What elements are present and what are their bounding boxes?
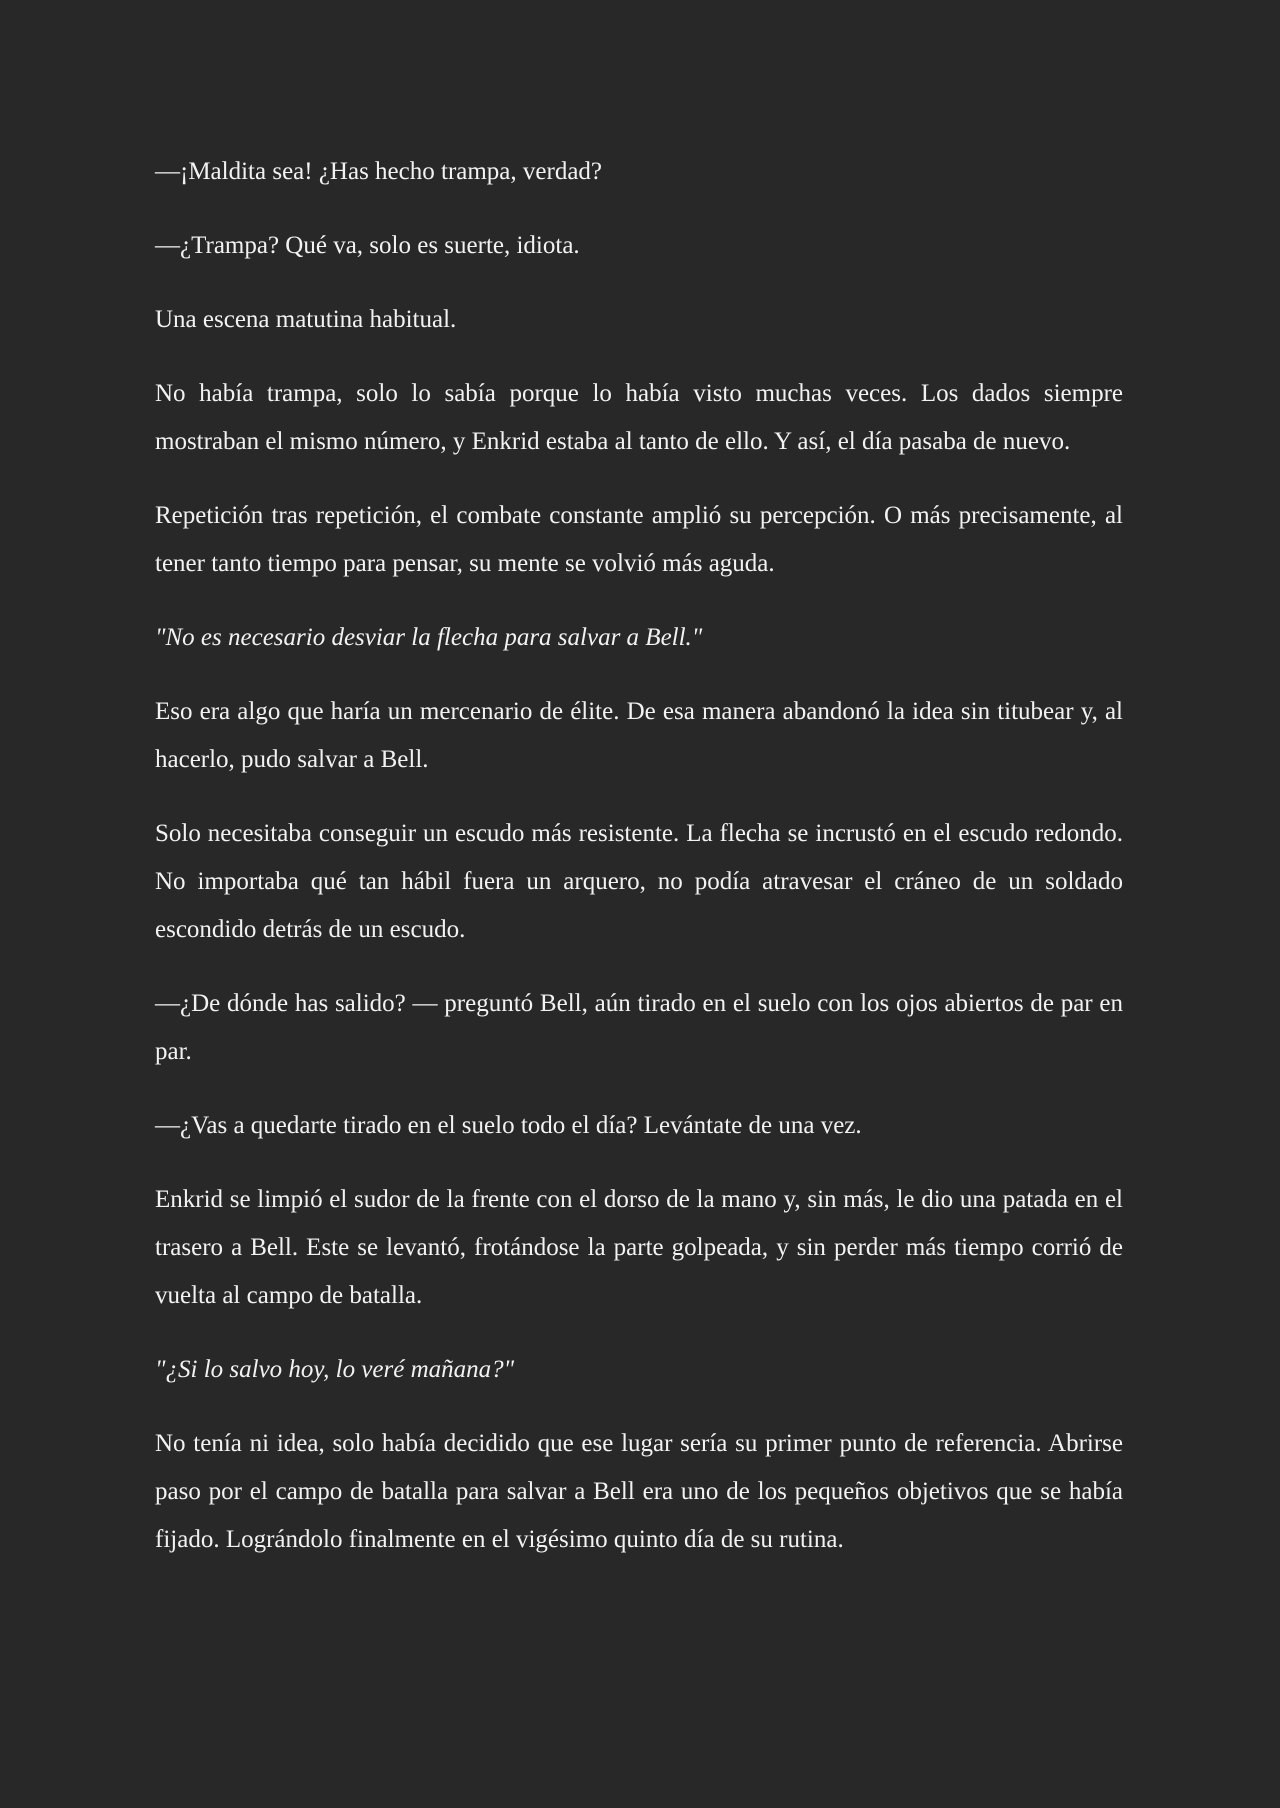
document-body bbox=[155, 148, 1123, 1590]
paragraph-10: —¿Vas a quedarte tirado en el suelo todo el día? Levántate de una vez. bbox=[155, 1112, 862, 1139]
paragraph-4: No había trampa, solo lo sabía porque lo había visto muchas veces. Los dados siempre mostraban el mismo número, y Enkrid estaba al tanto de ello. Y así, el día pasaba de nuevo. bbox=[155, 380, 1123, 455]
paragraph-7: Eso era algo que haría un mercenario de élite. De esa manera abandonó la idea sin titubear y, al hacerlo, pudo salvar a Bell. bbox=[155, 698, 1123, 773]
paragraph-11: Enkrid se limpió el sudor de la frente con el dorso de la mano y, sin más, le dio una patada en el trasero a Bell. Este se levantó, frotándose la parte golpeada, y sin perder más tiempo corrió de vuelta al campo de batalla. bbox=[155, 1186, 1123, 1309]
paragraph-8: Solo necesitaba conseguir un escudo más resistente. La flecha se incrustó en el escudo redondo. No importaba qué tan hábil fuera un arquero, no podía atravesar el cráneo de un soldado escondido detrás de un escudo. bbox=[155, 820, 1123, 943]
paragraph-1: —¡Maldita sea! ¿Has hecho trampa, verdad? bbox=[155, 158, 603, 185]
paragraph-9: —¿De dónde has salido? — preguntó Bell, aún tirado en el suelo con los ojos abiertos de par en par. bbox=[155, 990, 1123, 1065]
paragraph-2: —¿Trampa? Qué va, solo es suerte, idiota. bbox=[155, 232, 580, 259]
paragraph-13: No tenía ni idea, solo había decidido que ese lugar sería su primer punto de referencia. Abrirse paso por el campo de batalla para salvar a Bell era uno de los pequeños objetivos que se había fijado. Lográndolo finalmente en el vigésimo quinto día de su rutina. bbox=[155, 1430, 1123, 1553]
paragraph-6-thought: "No es necesario desviar la flecha para salvar a Bell." bbox=[155, 624, 703, 651]
paragraph-12-thought: "¿Si lo salvo hoy, lo veré mañana?" bbox=[155, 1356, 515, 1383]
paragraph-5: Repetición tras repetición, el combate constante amplió su percepción. O más precisamente, al tener tanto tiempo para pensar, su mente se volvió más aguda. bbox=[155, 502, 1123, 577]
paragraph-3: Una escena matutina habitual. bbox=[155, 306, 457, 333]
